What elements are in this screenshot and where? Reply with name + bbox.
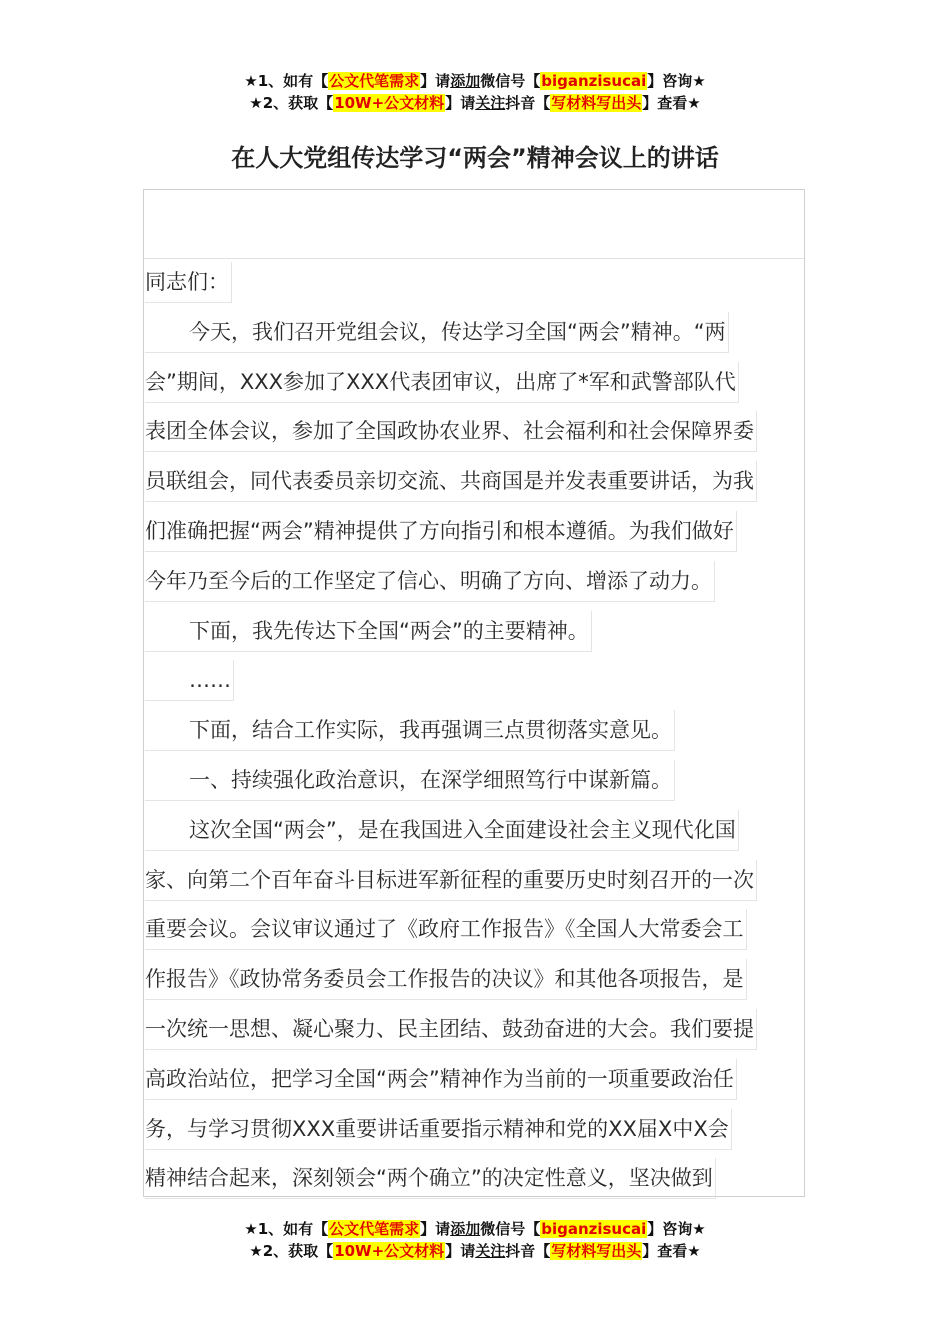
empty-top-cell: [144, 190, 804, 259]
banner-text: 】咨询★: [647, 1220, 706, 1238]
banner-text: 】请: [420, 1220, 451, 1238]
banner-text: 微信号【: [480, 1220, 541, 1238]
banner-line-1: [0, 1218, 950, 1240]
text-line: 下面，结合工作实际，我再强调三点贯彻落实意见。: [145, 706, 805, 756]
banner-highlight: 写材料写出头: [551, 1242, 642, 1260]
text-line: 下面，我先传达下全国“两会”的主要精神。: [145, 607, 805, 657]
banner-text: ★1、如有【: [244, 72, 329, 90]
text-line: 会”期间，XXX参加了XXX代表团审议，出席了*军和武警部队代: [145, 358, 805, 408]
banner-text: ★2、获取【: [249, 1242, 334, 1260]
text-line: 家、向第二个百年奋斗目标进军新征程的重要历史时刻召开的一次: [145, 856, 805, 906]
document-title: 在人大党组传达学习“两会”精神会议上的讲话: [231, 144, 719, 172]
banner-text: 微信号【: [480, 72, 541, 90]
text-line: 作报告》《政协常务委员会工作报告的决议》和其他各项报告，是: [145, 955, 805, 1005]
banner-underline: 关注: [475, 94, 506, 112]
banner-highlight: 10W+公文材料: [334, 94, 445, 112]
banner-highlight: 写材料写出头: [551, 94, 642, 112]
banner-highlight: 公文代笔需求: [329, 72, 420, 90]
banner-highlight: biganzisucai: [541, 1220, 647, 1238]
banner-text: 】咨询★: [647, 72, 706, 90]
banner-line-2: [0, 92, 950, 114]
text-line: 一、持续强化政治意识，在深学细照笃行中谋新篇。: [145, 756, 805, 806]
banner-text: 】查看★: [642, 94, 701, 112]
banner-text: 】查看★: [642, 1242, 701, 1260]
text-line: 员联组会，同代表委员亲切交流、共商国是并发表重要讲话，为我: [145, 457, 805, 507]
banner-underline: 关注: [475, 1242, 506, 1260]
text-line: 们准确把握“两会”精神提供了方向指引和根本遵循。为我们做好: [145, 507, 805, 557]
banner-text: 】请: [445, 94, 476, 112]
text-line: 高政治站位，把学习全国“两会”精神作为当前的一项重要政治任: [145, 1055, 805, 1105]
banner-text: 】请: [420, 72, 451, 90]
banner-line-1: [0, 70, 950, 92]
text-line: 务，与学习贯彻XXX重要讲话重要指示精神和党的XX届X中X会: [145, 1105, 805, 1155]
footer-banner: [0, 1218, 950, 1262]
text-line: 表团全体会议，参加了全国政协农业界、社会福利和社会保障界委: [145, 407, 805, 457]
text-line: ……: [145, 656, 805, 706]
banner-line-2: [0, 1240, 950, 1262]
text-line: 一次统一思想、凝心聚力、民主团结、鼓劲奋进的大会。我们要提: [145, 1005, 805, 1055]
text-line: 今年乃至今后的工作坚定了信心、明确了方向、增添了动力。: [145, 557, 805, 607]
text-line: 今天，我们召开党组会议，传达学习全国“两会”精神。“两: [145, 308, 805, 358]
document-body: [145, 258, 805, 1204]
banner-highlight: 10W+公文材料: [334, 1242, 445, 1260]
banner-highlight: biganzisucai: [541, 72, 647, 90]
banner-underline: 添加: [450, 72, 481, 90]
banner-text: ★1、如有【: [244, 1220, 329, 1238]
banner-text: 抖音【: [505, 94, 551, 112]
text-line: 同志们：: [145, 258, 805, 308]
banner-text: ★2、获取【: [249, 94, 334, 112]
text-line: 重要会议。会议审议通过了《政府工作报告》《全国人大常委会工: [145, 905, 805, 955]
banner-text: 】请: [445, 1242, 476, 1260]
banner-underline: 添加: [450, 1220, 481, 1238]
banner-highlight: 公文代笔需求: [329, 1220, 420, 1238]
header-banner: [0, 70, 950, 114]
text-line: 精神结合起来，深刻领会“两个确立”的决定性意义，坚决做到: [145, 1154, 805, 1204]
text-line: 这次全国“两会”，是在我国进入全面建设社会主义现代化国: [145, 806, 805, 856]
banner-text: 抖音【: [505, 1242, 551, 1260]
